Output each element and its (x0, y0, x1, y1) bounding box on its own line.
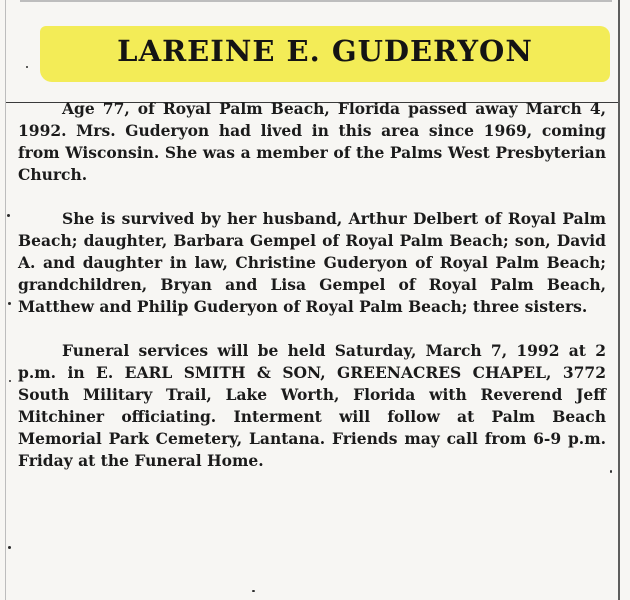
print-speck (8, 302, 11, 305)
print-speck (9, 380, 11, 382)
print-speck (26, 66, 28, 68)
paragraph-services: Funeral services will be held Saturday, March 7, 1992 at 2 p.m. in E. EARL SMITH & SON, GREENACRES CHAPEL, 3772 South Military Trail, Lake Worth, Florida with Reverend Jeff Mitchiner officiating. Interment will follow at Palm Beach Memorial Park Cemetery, Lantana. Friends may call from 6-9 p.m. Friday at the Funeral Home. (18, 341, 606, 470)
clipping-top-edge (20, 0, 612, 2)
print-speck (7, 214, 10, 217)
print-speck (8, 546, 11, 549)
print-speck (610, 470, 612, 473)
column-rule-left (5, 0, 6, 600)
paragraph-biography: Age 77, of Royal Palm Beach, Florida passed away March 4, 1992. Mrs. Guderyon had lived in this area since 1969, coming from Wisconsin. She was a member of the Palms West Presbyterian Church. (18, 99, 606, 184)
obituary-headline: LAREINE E. GUDERYON (117, 34, 533, 68)
paragraph-survivors: She is survived by her husband, Arthur Delbert of Royal Palm Beach; daughter, Barbara Gempel of Royal Palm Beach; son, David A. and daughter in law, Christine Guderyon of Royal Palm Beach; grandchildren, Bryan and Lisa Gempel of Royal Palm Beach, Matthew and Philip Guderyon of Royal Palm Beach; three sisters. (18, 209, 606, 316)
obituary-body (18, 98, 606, 472)
print-speck (252, 590, 255, 592)
column-rule-right (618, 0, 620, 600)
